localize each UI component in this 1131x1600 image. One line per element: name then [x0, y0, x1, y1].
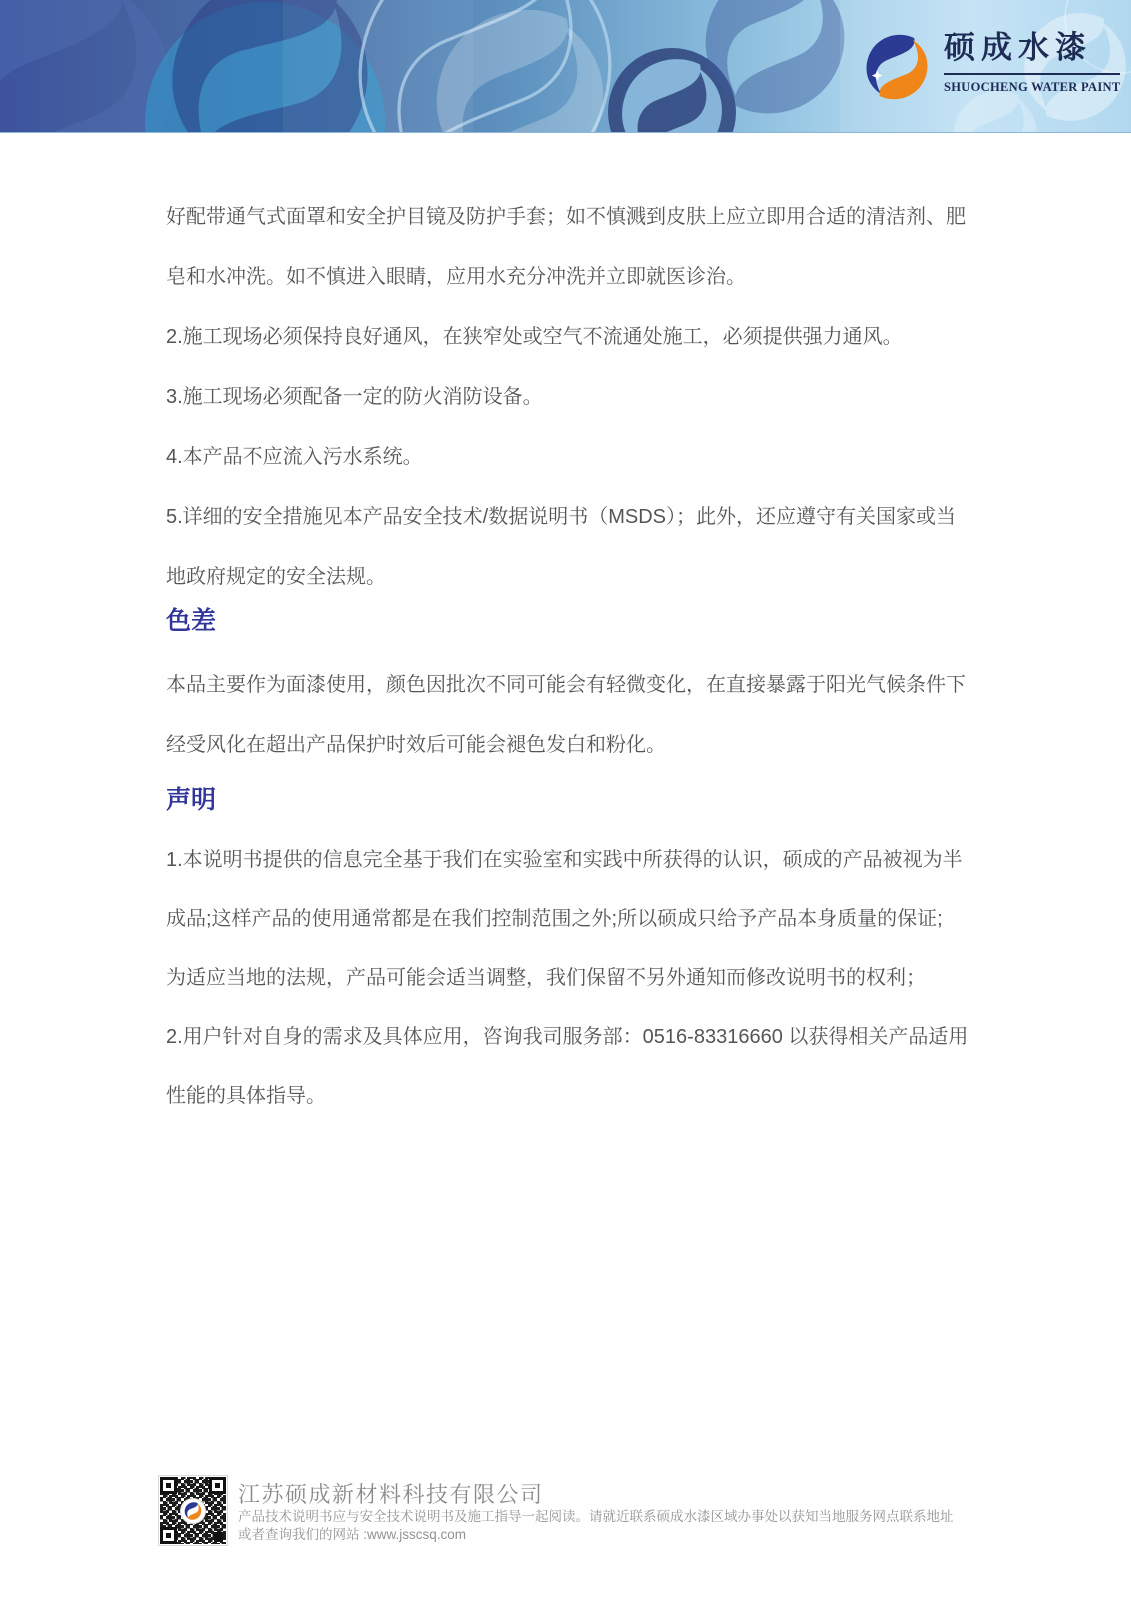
- swirl-logo-icon: [864, 32, 930, 102]
- brand-logo: [864, 32, 1120, 102]
- body-line: 2.施工现场必须保持良好通风，在狭窄处或空气不流通处施工，必须提供强力通风。: [166, 326, 903, 348]
- qr-code-icon: [158, 1475, 228, 1546]
- footer-note-line: 或者查询我们的网站 :www.jsscsq.com: [238, 1526, 467, 1542]
- header-banner: [0, 0, 1131, 133]
- brand-text: [944, 32, 1120, 95]
- body-line: 5.详细的安全措施见本产品安全技术/数据说明书（MSDS）；此外，还应遵守有关国家或当: [166, 506, 957, 528]
- brand-name-en: SHUOCHENG WATER PAINT: [944, 79, 1121, 94]
- body-line: 为适应当地的法规，产品可能会适当调整，我们保留不另外通知而修改说明书的权利；: [166, 967, 926, 989]
- color-difference-paragraph: [166, 655, 976, 775]
- brand-name-cn: 硕成水漆: [944, 32, 1120, 75]
- body-line: 3.施工现场必须配备一定的防火消防设备。: [166, 386, 543, 408]
- footer-notes: [238, 1508, 954, 1543]
- body-line: 2.用户针对自身的需求及具体应用，咨询我司服务部：0516-83316660 以获得相关产品适用: [166, 1026, 969, 1048]
- footer-note-line: 产品技术说明书应与安全技术说明书及施工指导一起阅读。请就近联系硕成水漆区域办事处以获知当地服务网点联系地址: [238, 1509, 954, 1524]
- qr-finder: [214, 1532, 223, 1541]
- statement-paragraphs: [166, 831, 976, 1126]
- body-line: 皂和水冲洗。如不慎进入眼睛，应用水充分冲洗并立即就医诊治。: [166, 266, 746, 288]
- company-name: 江苏硕成新材料科技有限公司: [238, 1482, 544, 1507]
- body-line: 经受风化在超出产品保护时效后可能会褪色发白和粉化。: [166, 734, 666, 756]
- qr-finder: [209, 1477, 226, 1494]
- swirl-logo-icon: [184, 1502, 202, 1520]
- body-line: 1.本说明书提供的信息完全基于我们在实验室和实践中所获得的认识，硕成的产品被视为半: [166, 849, 963, 871]
- qr-center-logo: [181, 1499, 205, 1523]
- section-heading-statement: 声明: [166, 786, 217, 814]
- body-line: 地政府规定的安全法规。: [166, 566, 386, 588]
- body-line: 性能的具体指导。: [166, 1085, 326, 1107]
- body-line: 好配带通气式面罩和安全护目镜及防护手套；如不慎溅到皮肤上应立即用合适的清洁剂、肥: [166, 206, 966, 228]
- qr-finder: [160, 1527, 177, 1544]
- body-line: 4.本产品不应流入污水系统。: [166, 446, 423, 468]
- body-line: 本品主要作为面漆使用，颜色因批次不同可能会有轻微变化，在直接暴露于阳光气候条件下: [166, 674, 966, 696]
- qr-finder: [160, 1477, 177, 1494]
- body-line: 成品;这样产品的使用通常都是在我们控制范围之外;所以硕成只给予产品本身质量的保证;: [166, 908, 943, 930]
- section-heading-color-difference: 色差: [166, 607, 217, 635]
- safety-paragraphs: [166, 187, 976, 607]
